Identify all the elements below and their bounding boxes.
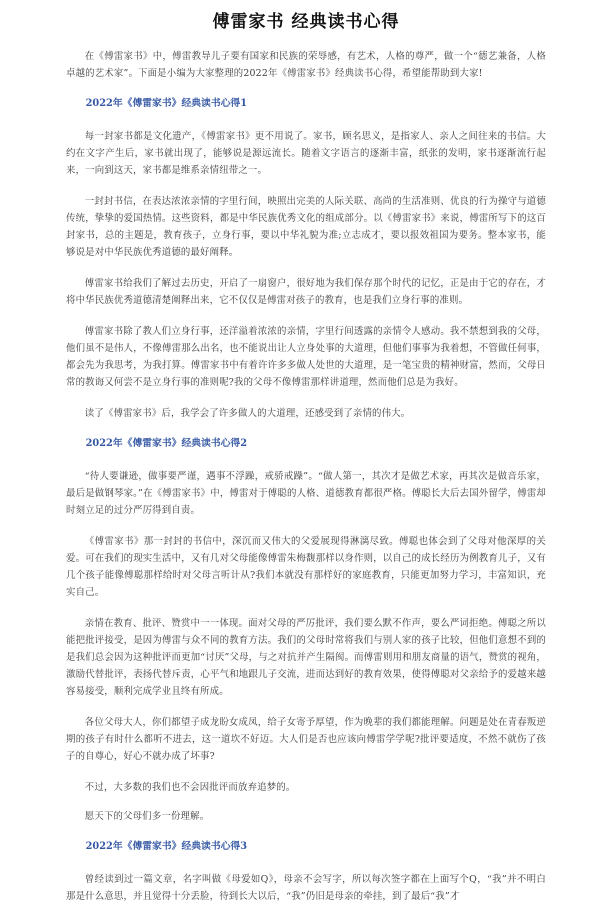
section-2-paragraph-2: 《傅雷家书》那一封封的书信中，深沉而又伟大的父爱展现得淋漓尽致。傅聪也体会到了父母对他深厚的关爱。可在我们的现实生活中，又有几对父母能像傅雷朱梅馥那样以身作则，以自己的成长经历为例教育儿子，又有几个孩子能像傅聪那样给时对父母言听计从?我们本就没有那样好的家庭教育，只能更加努力学习，丰富知识，充实自己。 [66,536,546,598]
section-2-paragraph-1: “待人要谦逊，做事要严谨，遇事不浮躁，戒骄戒躁”。“做人第一，其次才是做艺术家，再其次是做音乐家，最后是做钢琴家。”在《傅雷家书》中，傅雷对于傅聪的人格、道德教育都很严格。傅聪长大后去国外留学，傅雷却时刻立足的过分严厉得到自责。 [66,471,546,516]
section-1-paragraph-4: 傅雷家书除了教人们立身行事，还洋溢着浓浓的亲情，字里行间透露的亲情令人感动。我不禁想到我的父母，他们虽不是伟人，不像傅雷那么出名，也不能说出让人立身处事的大道理，但他们事事为我着想，不管做任何事，都会先为我思考，为我打算。傅雷家书中有着许许多多做人处世的大道理，是一笔宝贵的精神财富，然而，父母日常的教诲又何尝不是立身行事的准则呢?我的父母不像傅雷那样讲道理，然而他们总是为我好。 [66,326,546,388]
section-1-paragraph-2: 一封封书信，在表达浓浓亲情的字里行间，映照出完美的人际关联、高尚的生活准则、优良的行为操守与道德传统，挚挚的爱国热情。这些资料，都是中华民族优秀文化的组成部分。以《傅雷家书》来说，傅雷所写下的这百封家书，总的主题是，教育孩子，立身行事，要以中华礼貌为准;立志成才，要以报效祖国为要务。整本家书，能够说是对中华民族优秀道德的最好阐释。 [66,196,546,258]
section-2-paragraph-6: 愿天下的父母们多一份理解。 [84,811,210,822]
section-1-paragraph-1: 每一封家书都是文化遗产，《傅雷家书》更不用说了。家书，顾名思义，是指家人、亲人之间往来的书信。大约在文字产生后，家书就出现了，能够说是源远流长。随着文字语言的逐渐丰富，纸张的发明，家书逐渐流行起来，一向到这天，家书都是维系亲情纽带之一。 [66,131,546,176]
page-title: 傅雷家书 经典读书心得 [212,12,400,32]
section-3-paragraph-1: 曾经读到过一篇文章，名字叫做《母爱如Q》，母亲不会写字，所以每次签字都在上面写个Q，“我”并不明白那是什么意思，并且觉得十分丢脸，待到长大以后，“我”仍旧是母亲的牵挂，到了最后“我”才 [66,874,546,902]
intro-paragraph: 在《傅雷家书》中，傅雷教导儿子要有国家和民族的荣辱感，有艺术，人格的尊严，做一个“德艺兼备，人格卓越的艺术家”。下面是小编为大家整理的2022年《傅雷家书》经典读书心得，希望能帮助到大家! [66,51,546,79]
section-heading-1: 2022年《傅雷家书》经典读书心得1 [85,98,248,109]
section-1-paragraph-5: 读了《傅雷家书》后，我学会了许多做人的大道理，还感受到了亲情的伟大。 [84,408,411,419]
section-2-paragraph-4: 各位父母大人，你们都望子成龙盼女成凤，给子女寄予厚望，作为晚辈的我们都能理解。问题是处在青春叛逆期的孩子有时什么都听不进去，这一道坎不好迈。大人们是否也应该向傅雷学学呢?批评要适度，不然不就伤了孩子的自尊心，好心不就办成了坏事? [66,717,546,762]
section-1-paragraph-3: 傅雷家书给我们了解过去历史，开启了一扇窗户，很好地为我们保存那个时代的记忆，正是由于它的存在，才将中华民族优秀道德清楚阐释出来，它不仅仅是傅雷对孩子的教育，也是我们立身行事的准则。 [66,278,546,306]
section-heading-2: 2022年《傅雷家书》经典读书心得2 [85,438,248,449]
section-heading-3: 2022年《傅雷家书》经典读书心得3 [85,841,248,852]
section-2-paragraph-3: 亲情在教育、批评、赞赏中一一体现。面对父母的严厉批评，我们要么默不作声，要么严词拒绝。傅聪之所以能把批评接受，是因为傅雷与众不同的教育方法。我们的父母时常将我们与别人家的孩子比较，但他们意想不到的是我们总会因为这种批评而更加“讨厌”父母，与之对抗并产生隔阂。而傅雷则用和朋友商量的语气，赞赏的视角，激励代替批评，表扬代替斥责，心平气和地跟儿子交流，进而达到好的教育效果，使得傅聪对父亲给予的爱越来越容易接受，顺利完成学业且终有所成。 [66,618,546,697]
section-2-paragraph-5: 不过，大多数的我们也不会因批评而放弃追梦的。 [84,782,296,793]
